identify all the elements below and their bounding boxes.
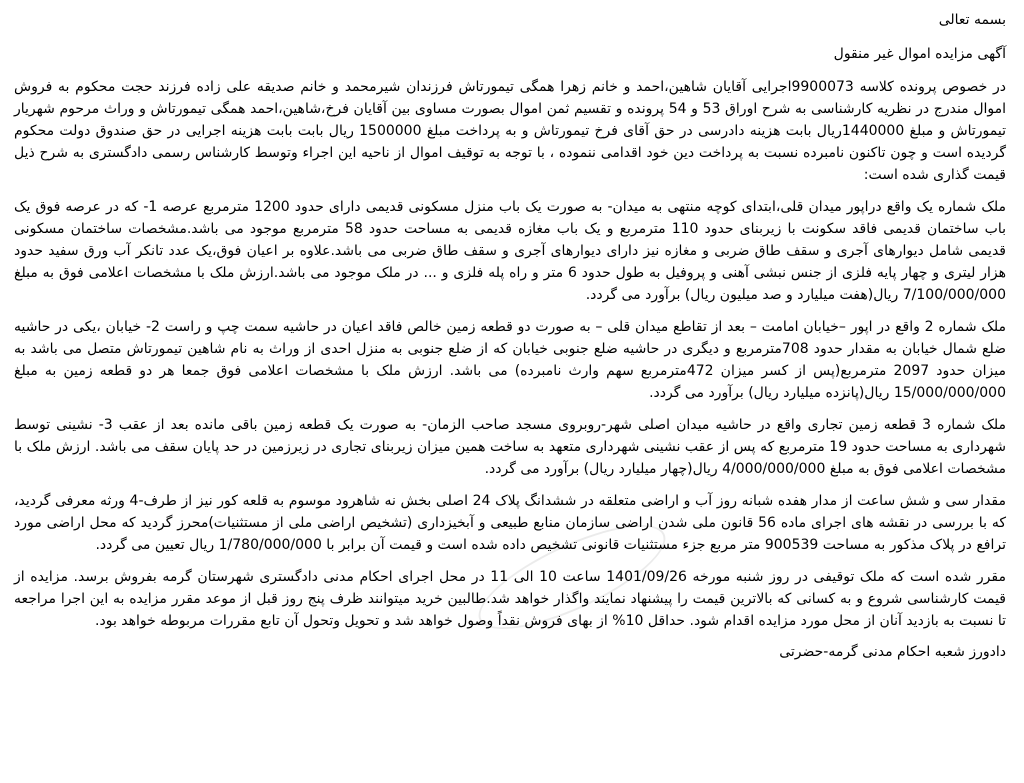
property-item-3: ملک شماره 3 قطعه زمین تجاری واقع در حاشیه میدان اصلی شهر-روبروی مسجد صاحب الزمان- به صورت یک قطعه زمین باقی مانده بعد از عقب 3- نشینی توسط شهرداری به مساحت حدود 19 مترمربع که پس از عقب نشینی شهرداری متعهد به ساخت همین میزان زیربنای تجاری در زیرزمین در حد پایان سقف می باشد. ارزش ملک با مشخصات اعلامی فوق به مبلغ 4/000/000/000 ریال(چهار میلیارد ریال) برآورد می گردد. bbox=[14, 417, 1007, 477]
property-item-1: ملک شماره یک واقع دراپور میدان قلی،ابتدای کوچه منتهی به میدان- به صورت یک باب منزل مسکونی قدیمی دارای حدود 1200 مترمربع عرصه 1- که در عرصه فوق یک باب ساختمان قدیمی فاقد سکونت با زیربنای حدود 110 مترمربع و یک باب مغازه قدیمی به مساحت حدود 58 مترمربع موجود می باشد.مشخصات ساختمان مسکونی قدیمی شامل دیوارهای آجری و سقف طاق ضربی و مغازه نیز دارای دیوارهای آجری و سقف طاق ضربی می باشد.علاوه بر اعیان فوق،یک عدد تانکر آب ورق سفید حدود هزار لیتری و چهار پایه فلزی از جنس نبشی آهنی و پروفیل به طول حدود 6 متر و راه پله فلزی و ... در ملک موجود می باشد.ارزش ملک با مشخصات اعلامی فوق به مبلغ 7/100/000/000 ریال(هفت میلیارد و صد میلیون ریال) برآورد می گردد. bbox=[14, 199, 1007, 303]
signature-line: دادورز شعبه احکام مدنی گرمه-حضرتی bbox=[779, 644, 1006, 660]
auction-terms-paragraph: مقرر شده است که ملک توقیفی در روز شنبه مورخه 1401/09/26 ساعت 10 الی 11 در محل اجرای احکام مدنی دادگستری شهرستان گرمه بفروش برسد. مزایده از قیمت کارشناسی شروع و به کسانی که بالاترین قیمت را پیشنهاد نمایند واگذار خواهد شد.طالبین خرید میتوانند ظرف پنج روز قبل از موعد مقرر مزایده به این اجرا مراجعه تا نسبت به بازدید آنان از محل مورد مزایده اقدام شود. حداقل 10% از بهای فروش نقداً وصول خواهد شد و تحویل وتحول آن تابع مقررات مربوطه خواهد بود. bbox=[14, 569, 1006, 629]
property-item-2: ملک شماره 2 واقع در اپور –خیابان امامت – بعد از تقاطع میدان قلی – به صورت دو قطعه زمین خالص فاقد اعیان در حاشیه سمت چپ و راست 2- خیابان ،یکی در حاشیه ضلع شمال خیابان به مقدار حدود 708مترمربع و دیگری در حاشیه ضلع جنوبی خیابان که از ضلع جنوبی به منزل احدی از وراث به نام شاهین تیمورتاش متصل می باشد به میزان حدود 2097 مترمربع(پس از کسر میزان 472مترمربع سهم وارث نامبرده) می باشد. ارزش ملک با مشخصات اعلامی فوق جمعا هر دو قطعه زمین به مبلغ 15/000/000/000 ریال(پانزده میلیارد ریال) برآورد می گردد. bbox=[14, 319, 1007, 401]
intro-paragraph: در خصوص پرونده کلاسه 9900073اجرایی آقایان شاهین،احمد و خانم زهرا همگی تیمورتاش فرزندان شیرمحمد و خانم صدیقه علی زاده فرزند حجت محکوم به فروش اموال مندرج در نظریه کارشناسی به شرح اوراق 53 و 54 پرونده و تقسیم ثمن اموال بصورت مساوی بین آقایان فرخ،شاهین،احمد همگی تیمورتاش و وراث مرحوم شهریار تیمورتاش و مبلغ 1440000ریال بابت هزینه دادرسی در حق آقای فرخ تیمورتاش و به پرداخت مبلغ 1500000 ریال بابت بابت هزینه اجرایی در حق صندوق دولت محکوم گردیده است و چون تاکنون نامبرده نسبت به پرداخت دین خود اقدامی ننموده ، با توجه به توقیف اموال از ناحیه این اجراء وتوسط کارشناس رسمی دادگستری به شرح ذیل قیمت گذاری شده است: bbox=[14, 79, 1006, 183]
basmala-heading: بسمه تعالی bbox=[938, 12, 1006, 28]
notice-title: آگهی مزایده اموال غیر منقول bbox=[833, 46, 1006, 62]
property-item-4: مقدار سی و شش ساعت از مدار هفده شبانه روز آب و اراضی متعلقه در ششدانگ پلاک 24 اصلی بخش نه شاهرود موسوم به قلعه کور نیز از طرف-4 ورثه معرفی گردید، که با بررسی در نقشه های اجرای ماده 56 قانون ملی شدن اراضی سازمان منابع طبیعی و آبخیزداری (تشخیص اراضی ملی از مستثنیات)محرز گردید که محل اراضی مورد ترافع در پلاک مذکور به مساحت 900539 متر مربع جزء مستثنیات قانونی تشخیص داده شده است و قیمت آن برابر با 1/780/000/000 ریال تعیین می گردد. bbox=[14, 493, 1006, 553]
